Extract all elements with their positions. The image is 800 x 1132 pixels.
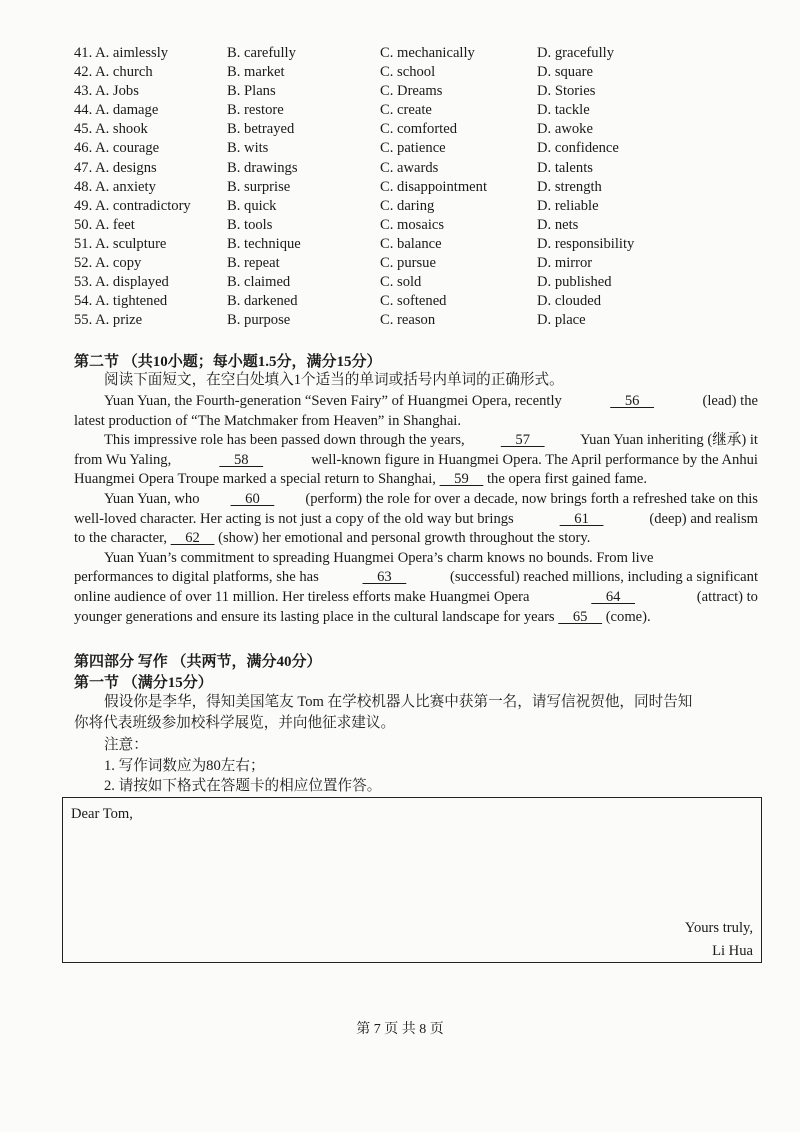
passage-text: to the character, xyxy=(74,530,171,547)
choice-option: C. mechanically xyxy=(380,45,475,61)
passage-line xyxy=(104,431,758,451)
choice-row xyxy=(74,44,764,63)
choice-option: D. responsibility xyxy=(537,235,635,252)
passage-line xyxy=(74,510,758,530)
choice-option: 42. A. church xyxy=(74,64,153,81)
answer-blank[interactable]: 62 xyxy=(170,530,215,547)
part4-subheading: 第一节 （满分15分） xyxy=(74,675,213,691)
choice-option: B. technique xyxy=(227,235,301,252)
choice-option: 45. A. shook xyxy=(74,121,148,138)
answer-box[interactable] xyxy=(62,797,762,963)
answer-blank[interactable]: 65 xyxy=(558,608,603,625)
passage-line xyxy=(74,608,758,628)
passage-text: Yuan Yuan, who xyxy=(104,491,204,507)
passage-text: (deep) and realism xyxy=(645,510,758,527)
choice-option: D. reliable xyxy=(537,197,599,214)
choice-option: D. awoke xyxy=(537,121,593,138)
choice-option: D. clouded xyxy=(537,293,602,310)
choice-row xyxy=(74,159,764,178)
passage-text: younger generations and ensure its lasting place in the cultural landscape for years xyxy=(74,608,559,625)
choice-option: C. awards xyxy=(380,159,439,176)
choice-option: C. Dreams xyxy=(380,83,443,100)
choice-option: C. school xyxy=(380,64,436,81)
passage-line xyxy=(74,568,758,588)
section2-instruction: 阅读下面短文，在空白处填入1个适当的单词或括号内单词的正确形式。 xyxy=(104,372,564,388)
passage-text: (perform) the role for over a decade, now brings forth a refreshed take on this xyxy=(301,491,758,507)
passage-line xyxy=(74,412,758,432)
choice-option: B. wits xyxy=(227,140,269,157)
choice-option: 44. A. damage xyxy=(74,102,159,119)
passage-line xyxy=(74,451,758,471)
choice-row xyxy=(74,235,764,254)
passage-text: performances to digital platforms, she has xyxy=(74,569,323,586)
choice-row xyxy=(74,273,764,292)
choice-option: B. carefully xyxy=(227,45,296,61)
choice-option: D. Stories xyxy=(537,83,596,100)
page-number: 第 7 页 共 8 页 xyxy=(356,1022,444,1037)
part4-heading: 第四部分 写作 （共两节，满分40分） xyxy=(74,654,322,670)
answer-blank[interactable]: 63 xyxy=(362,569,407,586)
passage-text: online audience of over 11 million. Her tireless efforts make Huangmei Opera xyxy=(74,589,534,605)
answer-blank[interactable]: 58 xyxy=(219,451,264,468)
choice-option: B. restore xyxy=(227,102,284,119)
choice-option: C. daring xyxy=(380,197,435,214)
passage-text: (come). xyxy=(602,608,651,625)
choice-option: C. disappointment xyxy=(380,178,488,195)
choice-option: D. gracefully xyxy=(537,45,614,61)
choice-option: 46. A. courage xyxy=(74,140,160,157)
choice-option: C. patience xyxy=(380,140,446,157)
choice-option: D. nets xyxy=(537,216,579,233)
choice-option: B. tools xyxy=(227,216,273,233)
choice-option: 53. A. displayed xyxy=(74,274,169,291)
choice-option: D. place xyxy=(537,312,586,329)
answer-blank[interactable]: 61 xyxy=(559,510,604,527)
choice-row xyxy=(74,311,764,330)
choice-option: C. comforted xyxy=(380,121,458,138)
choice-option: C. sold xyxy=(380,274,422,291)
letter-closing: Yours truly, xyxy=(684,920,753,936)
letter-greeting: Dear Tom, xyxy=(71,806,133,822)
note-item-2: 2. 请按如下格式在答题卡的相应位置作答。 xyxy=(104,778,382,794)
choice-option: 54. A. tightened xyxy=(74,293,168,310)
writing-prompt-line1: 假设你是李华，得知美国笔友 Tom 在学校机器人比赛中获第一名，请写信祝贺他，同时告知 xyxy=(104,694,693,710)
choice-option: D. confidence xyxy=(537,140,619,157)
choice-row xyxy=(74,254,764,273)
choice-row xyxy=(74,120,764,139)
passage-text: Yuan Yuan inheriting (继承) it xyxy=(577,432,758,449)
choice-option: B. quick xyxy=(227,197,277,214)
passage-text: from Wu Yaling, xyxy=(74,451,175,468)
choice-option: B. Plans xyxy=(227,83,276,100)
passage-text: Huangmei Opera Troupe marked a special return to Shanghai, xyxy=(74,471,440,488)
choice-option: C. pursue xyxy=(380,255,436,272)
choice-option: D. talents xyxy=(537,159,593,176)
choice-option: B. purpose xyxy=(227,312,291,329)
passage-line xyxy=(74,588,758,608)
passage-text: Yuan Yuan’s commitment to spreading Huangmei Opera’s charm knows no bounds. From live xyxy=(104,549,654,566)
choice-option: D. strength xyxy=(537,178,602,195)
passage-text: well-known figure in Huangmei Opera. The April performance by the Anhui xyxy=(307,451,758,468)
passage-text: (show) her emotional and personal growth throughout the story. xyxy=(214,530,591,547)
choice-option: 41. A. aimlessly xyxy=(74,45,169,61)
choice-grid xyxy=(74,44,764,330)
choice-option: 52. A. copy xyxy=(74,255,142,272)
choice-option: C. reason xyxy=(380,312,436,329)
choice-option: C. softened xyxy=(380,293,447,310)
choice-option: D. square xyxy=(537,64,593,81)
choice-option: D. published xyxy=(537,274,612,291)
choice-option: 48. A. anxiety xyxy=(74,178,156,195)
choice-option: B. claimed xyxy=(227,274,291,291)
choice-option: C. create xyxy=(380,102,432,119)
choice-option: B. betrayed xyxy=(227,121,295,138)
answer-blank[interactable]: 60 xyxy=(230,491,275,507)
choice-row xyxy=(74,216,764,235)
choice-option: B. surprise xyxy=(227,178,291,195)
choice-option: 47. A. designs xyxy=(74,159,157,176)
note-title: 注意： xyxy=(104,737,148,753)
choice-option: 50. A. feet xyxy=(74,216,135,233)
choice-option: 51. A. sculpture xyxy=(74,235,167,252)
choice-option: B. market xyxy=(227,64,285,81)
answer-blank[interactable]: 56 xyxy=(610,393,655,409)
choice-option: B. darkened xyxy=(227,293,298,310)
answer-blank[interactable]: 59 xyxy=(439,471,484,488)
section2-heading: 第二节 （共10小题；每小题1.5分，满分15分） xyxy=(74,354,382,370)
answer-blank[interactable]: 57 xyxy=(500,432,545,449)
passage-text: (lead) the xyxy=(698,393,758,409)
passage-text: latest production of “The Matchmaker from Heaven” in Shanghai. xyxy=(74,412,462,429)
choice-option: B. drawings xyxy=(227,159,298,176)
choice-row xyxy=(74,292,764,311)
passage-line xyxy=(104,392,758,412)
note-item-1: 1. 写作词数应为80左右； xyxy=(104,758,265,774)
choice-option: C. mosaics xyxy=(380,216,445,233)
choice-row xyxy=(74,139,764,158)
passage-text: the opera first gained fame. xyxy=(483,471,648,488)
choice-row xyxy=(74,82,764,101)
writing-prompt-line2: 你将代表班级参加校科学展览，并向他征求建议。 xyxy=(74,715,396,731)
passage-text: This impressive role has been passed down through the years, xyxy=(104,432,469,449)
passage-line xyxy=(104,549,758,569)
passage-text: (attract) to xyxy=(693,589,758,605)
choice-row xyxy=(74,101,764,120)
passage-text: well-loved character. Her acting is not just a copy of the old way but brings xyxy=(74,510,518,527)
choice-option: B. repeat xyxy=(227,255,280,272)
letter-signature: Li Hua xyxy=(712,943,753,959)
answer-blank[interactable]: 64 xyxy=(591,589,636,605)
choice-option: 43. A. Jobs xyxy=(74,83,139,100)
choice-option: D. tackle xyxy=(537,102,590,119)
choice-row xyxy=(74,197,764,216)
choice-option: C. balance xyxy=(380,235,442,252)
choice-option: 55. A. prize xyxy=(74,312,143,329)
passage-line xyxy=(74,529,758,549)
choice-option: D. mirror xyxy=(537,255,593,272)
passage-line xyxy=(74,470,758,490)
passage-line xyxy=(104,490,758,510)
passage-text: (successful) reached millions, including a significant xyxy=(446,569,758,586)
choice-row xyxy=(74,178,764,197)
choice-row xyxy=(74,63,764,82)
choice-option: 49. A. contradictory xyxy=(74,197,191,214)
passage-text: Yuan Yuan, the Fourth-generation “Seven Fairy” of Huangmei Opera, recently xyxy=(104,393,566,409)
